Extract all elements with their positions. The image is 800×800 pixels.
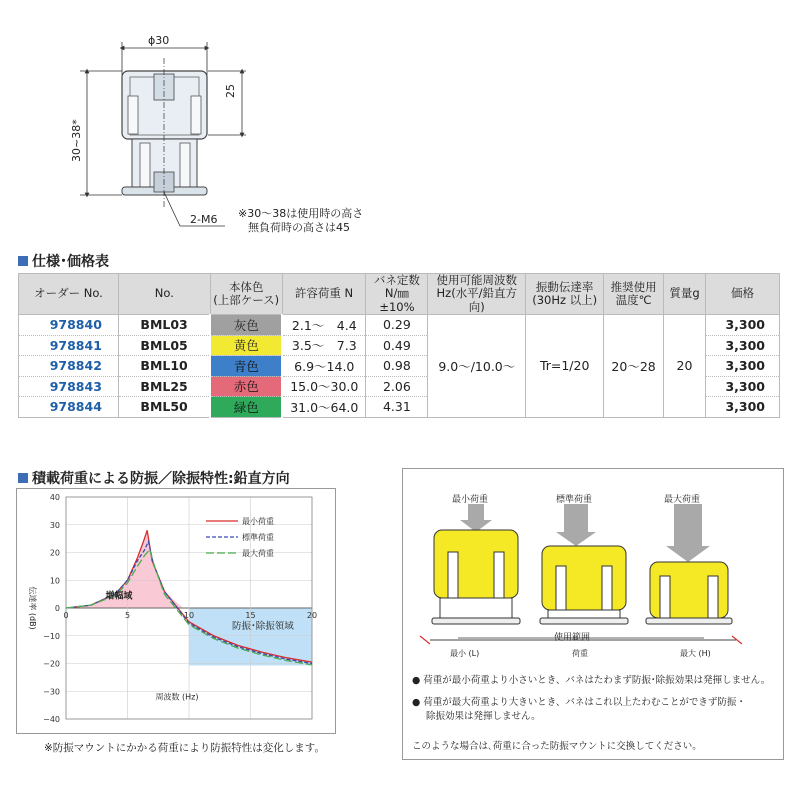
legend-label: 最大荷重 [242, 549, 274, 558]
allowable-load-cell: 31.0～64.0 [282, 397, 366, 418]
height-note-2: 無負荷時の高さは45 [248, 221, 350, 234]
column-header: 使用可能周波数 Hz(水平/鉛直方向) [428, 274, 526, 315]
body-color-cell: 灰色 [210, 315, 282, 336]
spec-title-text: 仕様･価格表 [32, 254, 109, 270]
mount-max [646, 562, 732, 624]
use-height-label: 30~38* [70, 119, 83, 162]
column-header: 価格 [705, 274, 779, 315]
axis-mid-label: 荷重 [572, 649, 588, 658]
spec-table [18, 273, 780, 418]
min-load-arrow [460, 504, 492, 532]
bullet-1: ● 荷重が最小荷重より小さいとき、バネはたわまず防振･除振効果は発揮しません。 [412, 675, 771, 686]
y-tick-label: −20 [43, 659, 60, 669]
price-cell: 3,300 [705, 356, 779, 377]
order-number-cell: 978842 [19, 356, 119, 377]
table-row [19, 315, 780, 336]
x-tick-label: 15 [245, 611, 256, 620]
allowable-load-cell: 3.5～ 7.3 [282, 335, 366, 356]
body-color-cell: 黄色 [210, 335, 282, 356]
chart-section-title [18, 468, 290, 488]
y-tick-label: −30 [43, 687, 60, 697]
x-tick-label: 5 [124, 611, 131, 620]
legend-label: 最小荷重 [242, 517, 274, 526]
axis-min-label: 最小 (L) [450, 649, 480, 658]
body-color-cell: 青色 [210, 356, 282, 377]
diagram-footer: このような場合は､荷重に合った防振マウントに交換してください。 [412, 741, 702, 752]
table-header-row [19, 274, 780, 315]
spring-constant-cell: 0.49 [366, 335, 428, 356]
y-tick-label: −10 [43, 631, 60, 641]
temp-cell: 20～28 [604, 315, 664, 418]
column-header: 推奨使用 温度℃ [604, 274, 664, 315]
body-color-cell: 赤色 [210, 376, 282, 397]
y-tick-label: 10 [49, 576, 60, 586]
spring-constant-cell: 0.98 [366, 356, 428, 377]
spring-constant-cell: 0.29 [366, 315, 428, 336]
allowable-load-cell: 2.1～ 4.4 [282, 315, 366, 336]
trans-cell: Tr=1/20 [526, 315, 604, 418]
allowable-load-cell: 6.9～14.0 [282, 356, 366, 377]
column-header: 本体色 (上部ケース) [210, 274, 282, 315]
column-header: 質量g [664, 274, 706, 315]
max-load-label: 最大荷重 [664, 495, 701, 505]
y-tick-label: 30 [49, 520, 60, 530]
model-number-cell: BML05 [118, 335, 210, 356]
legend-label: 標準荷重 [242, 533, 274, 542]
range-label: 使用範囲 [554, 633, 591, 643]
order-number-cell: 978844 [19, 397, 119, 418]
y-tick-label: −40 [43, 715, 60, 724]
bullet-2b: 除振効果は発揮しません。 [426, 711, 541, 722]
column-header: 振動伝達率 (30Hz 以上) [526, 274, 604, 315]
model-number-cell: BML50 [118, 397, 210, 418]
order-number-cell: 978843 [19, 376, 119, 397]
thread-label: 2-M6 [190, 213, 218, 226]
model-number-cell: BML25 [118, 376, 210, 397]
section-marker [18, 256, 28, 266]
freq-cell: 9.0～/10.0～ [428, 315, 526, 418]
price-cell: 3,300 [705, 315, 779, 336]
column-header: 許容荷重 N [282, 274, 366, 315]
std-load-label: 標準荷重 [556, 495, 593, 505]
y-axis-label: 伝達率 (dB) [28, 586, 37, 630]
column-header: バネ定数 N/㎜±10% [366, 274, 428, 315]
y-tick-label: 40 [49, 493, 60, 502]
std-load-arrow [556, 504, 596, 546]
axis-max-label: 最大 (H) [680, 649, 711, 658]
bullet-2a: ● 荷重が最大荷重より大きいとき、バネはこれ以上たわむことができず防振・ [412, 697, 746, 708]
column-header: No. [118, 274, 210, 315]
mount-std [540, 546, 628, 624]
price-cell: 3,300 [705, 335, 779, 356]
min-load-label: 最小荷重 [452, 495, 489, 505]
chart-note: ※防振マウントにかかる荷重により防振特性は変化します。 [44, 742, 325, 754]
spring-constant-cell: 2.06 [366, 376, 428, 397]
y-tick-label: 0 [54, 604, 60, 613]
x-tick-label: 0 [63, 611, 69, 620]
height-label: 25 [224, 84, 237, 98]
price-cell: 3,300 [705, 397, 779, 418]
height-note-1: ※30～38は使用時の高さ [238, 207, 364, 220]
y-tick-label: 20 [49, 548, 60, 558]
x-tick-label: 10 [183, 611, 195, 620]
column-header: オーダー No. [19, 274, 119, 315]
spring-constant-cell: 4.31 [366, 397, 428, 418]
spec-section-title [18, 251, 109, 271]
section-marker [18, 473, 28, 483]
transmissibility-chart [16, 488, 334, 732]
isolation-region-label: 防振･除振領域 [232, 620, 294, 632]
model-number-cell: BML10 [118, 356, 210, 377]
body-color-cell: 緑色 [210, 397, 282, 418]
x-tick-label: 20 [306, 611, 318, 620]
x-axis-label: 周波数 (Hz) [155, 692, 199, 702]
mass-cell: 20 [664, 315, 706, 418]
price-cell: 3,300 [705, 376, 779, 397]
allowable-load-cell: 15.0～30.0 [282, 376, 366, 397]
chart-title-text: 積載荷重による防振／除振特性:鉛直方向 [32, 471, 290, 487]
mount-min [432, 530, 520, 624]
model-number-cell: BML03 [118, 315, 210, 336]
max-load-arrow [666, 504, 710, 562]
order-number-cell: 978840 [19, 315, 119, 336]
diameter-label: ϕ30 [148, 34, 170, 47]
order-number-cell: 978841 [19, 335, 119, 356]
amplify-region-label: 増幅域 [105, 591, 133, 602]
